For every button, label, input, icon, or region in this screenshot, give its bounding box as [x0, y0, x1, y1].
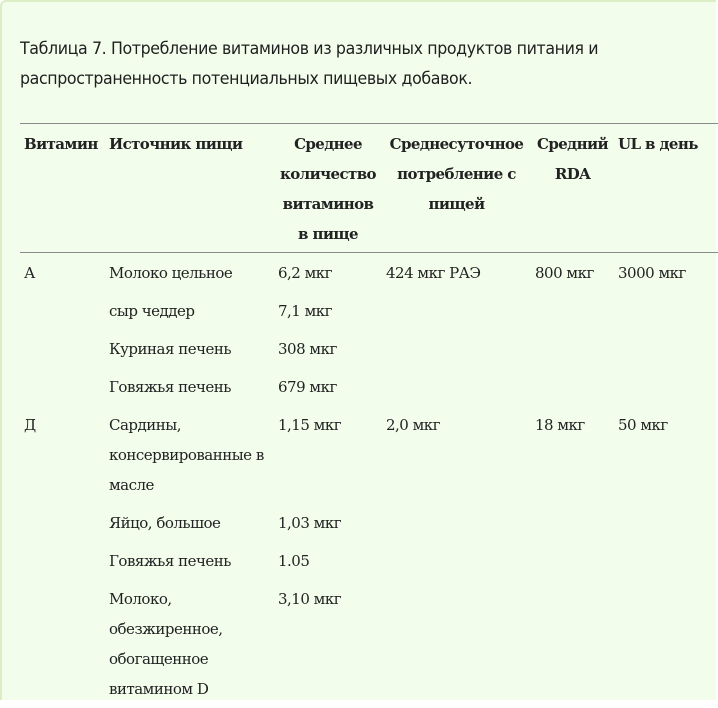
- cell-vitamin: [20, 542, 105, 580]
- cell-ul: [614, 504, 718, 542]
- cell-ul: 50 мкг: [618, 416, 668, 434]
- table-header-row: [20, 124, 718, 253]
- header-food-source: Источник пищи: [109, 135, 243, 153]
- cell-amount: 1,15 мкг: [278, 416, 342, 434]
- header-ul-per-day: UL в день: [618, 135, 698, 153]
- header-vitamin: Витамин: [24, 135, 98, 153]
- cell-rda: [531, 292, 614, 330]
- cell-daily-intake: 424 мкг РАЭ: [386, 264, 481, 282]
- cell-source: Яйцо, большое: [109, 514, 221, 532]
- table-row: [20, 253, 718, 293]
- cell-daily-intake: [382, 368, 531, 406]
- cell-ul: [614, 542, 718, 580]
- cell-source: Говяжья печень: [109, 552, 231, 570]
- cell-rda: 18 мкг: [535, 416, 585, 434]
- header-daily-intake: Среднесуточное потребление с пищей: [389, 135, 524, 213]
- table-row: [20, 580, 718, 708]
- cell-daily-intake: [382, 330, 531, 368]
- cell-ul: [614, 292, 718, 330]
- cell-amount: 1,03 мкг: [278, 514, 342, 532]
- cell-amount: 7,1 мкг: [278, 302, 333, 320]
- cell-vitamin: [20, 292, 105, 330]
- cell-source: Молоко, обезжиренное, обогащенное витамином D: [109, 590, 223, 698]
- cell-ul: 3000 мкг: [618, 264, 686, 282]
- cell-vitamin: [20, 368, 105, 406]
- cell-source: Молоко цельное: [109, 264, 233, 282]
- cell-vitamin: А: [24, 264, 35, 282]
- cell-vitamin: Д: [24, 416, 36, 434]
- table-row: [20, 368, 718, 406]
- cell-amount: 3,10 мкг: [278, 590, 342, 608]
- cell-amount: 1.05: [278, 552, 310, 570]
- cell-source: сыр чеддер: [109, 302, 195, 320]
- cell-ul: [614, 330, 718, 368]
- cell-rda: [531, 580, 614, 708]
- table-row: [20, 330, 718, 368]
- cell-amount: 679 мкг: [278, 378, 337, 396]
- cell-amount: 6,2 мкг: [278, 264, 333, 282]
- cell-daily-intake: 2,0 мкг: [386, 416, 441, 434]
- cell-source: Куриная печень: [109, 340, 232, 358]
- cell-source: Сардины, консервированные в масле: [109, 416, 264, 494]
- table-row: [20, 406, 718, 504]
- cell-amount: 308 мкг: [278, 340, 337, 358]
- cell-rda: [531, 368, 614, 406]
- cell-rda: [531, 330, 614, 368]
- vitamin-intake-table: [20, 123, 718, 708]
- cell-vitamin: [20, 504, 105, 542]
- table-row: [20, 542, 718, 580]
- cell-daily-intake: [382, 580, 531, 708]
- cell-vitamin: [20, 330, 105, 368]
- cell-daily-intake: [382, 542, 531, 580]
- cell-daily-intake: [382, 292, 531, 330]
- cell-rda: [531, 504, 614, 542]
- table-row: [20, 292, 718, 330]
- cell-ul: [614, 368, 718, 406]
- cell-source: Говяжья печень: [109, 378, 231, 396]
- table-caption: Таблица 7. Потребление витаминов из различных продуктов питания и распространенность потенциальных пищевых добавок.: [20, 39, 599, 89]
- cell-daily-intake: [382, 504, 531, 542]
- cell-vitamin: [20, 580, 105, 708]
- table-row: [20, 504, 718, 542]
- header-rda: Средний RDA: [537, 135, 608, 183]
- header-average-amount: Среднее количество витаминов в пище: [280, 135, 376, 243]
- cell-rda: 800 мкг: [535, 264, 594, 282]
- cell-ul: [614, 580, 718, 708]
- cell-rda: [531, 542, 614, 580]
